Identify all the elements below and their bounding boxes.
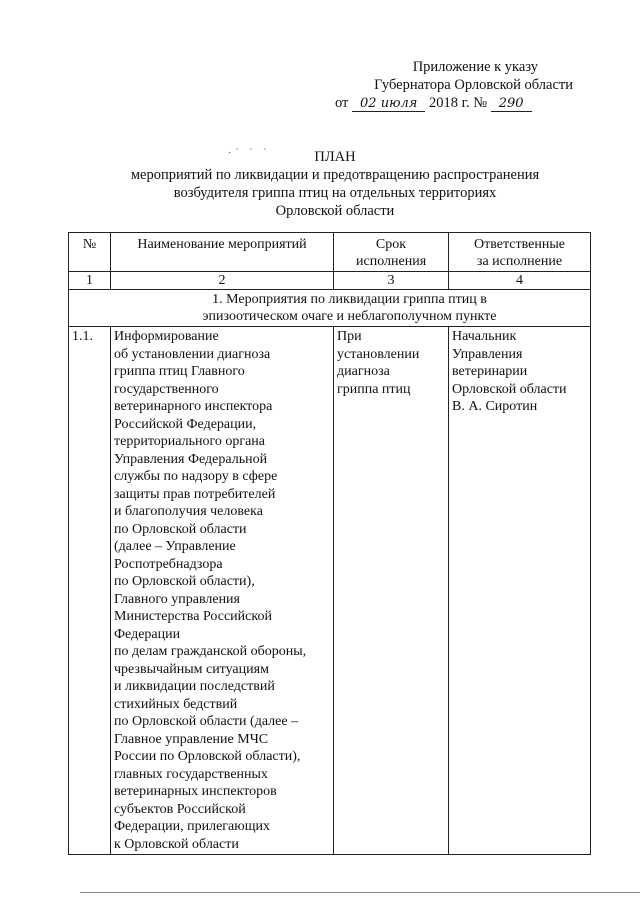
cell-line: Управления Федеральной (114, 451, 268, 467)
cell-line: по Орловской области), (114, 574, 255, 589)
annex-line-1: Приложение к указу (412, 59, 538, 75)
column-number: 4 (449, 272, 591, 290)
cell-line: диагноза (337, 364, 390, 379)
cell-line: по Орловской области (далее – (114, 714, 299, 729)
cell-line: Информирование (114, 329, 219, 344)
table-header-row (69, 233, 591, 272)
document-title (110, 148, 560, 220)
section-title: 1. Мероприятия по ликвидации гриппа птиц в эпизоотическом очаге и неблагополучном пункте (69, 290, 591, 327)
title-line-3: Орловской области (275, 203, 395, 219)
annex-year-text: 2018 г. № (429, 95, 488, 111)
cell-line: гриппа птиц Главного (114, 364, 245, 379)
title-heading: ПЛАН (314, 149, 356, 165)
section-row (69, 290, 591, 327)
cell-line: Главного управления (114, 591, 240, 607)
title-line-2: возбудителя гриппа птиц на отдельных территориях (173, 185, 497, 201)
cell-line: чрезвычайным ситуациям (114, 661, 269, 677)
cell-line: службы по надзору в сфере (114, 469, 278, 484)
title-line-1: мероприятий по ликвидации и предотвращению распространения (130, 167, 540, 183)
cell-line: Федерации, прилегающих (114, 819, 270, 834)
cell-line: об установлении диагноза (114, 346, 271, 362)
header-term: Срок исполнения (334, 233, 449, 272)
cell-line: Министерства Российской (114, 609, 272, 624)
cell-line: по Орловской области (114, 521, 247, 537)
cell-line: субъектов Российской (114, 801, 246, 817)
annex-date-line (330, 94, 590, 112)
cell-line: Федерации (114, 626, 181, 642)
cell-line: установлении (337, 346, 420, 362)
plan-table (68, 232, 591, 855)
column-number: 3 (334, 272, 449, 290)
header-resp: Ответственные за исполнение (449, 233, 591, 272)
table-row (69, 327, 591, 855)
cell-line: стихийных бедствий (114, 696, 238, 712)
row-activity-name (111, 327, 334, 855)
cell-line: ветеринарного инспектора (114, 399, 273, 414)
page-bottom-rule (80, 892, 640, 893)
cell-line: (далее – Управление (114, 539, 236, 554)
annex-line-2: Губернатора Орловской области (374, 77, 573, 93)
cell-line: Российской Федерации, (114, 416, 257, 432)
row-term (334, 327, 449, 855)
column-number-row (69, 272, 591, 290)
cell-line: гриппа птиц (337, 381, 411, 397)
header-num: № (69, 233, 111, 272)
cell-line: по делам гражданской обороны, (114, 644, 307, 659)
cell-line: территориального органа (114, 434, 266, 449)
annex-block (330, 58, 590, 112)
cell-line: ветеринарии (452, 364, 528, 379)
scan-specks: ·ˋ ˋ ˋ (228, 148, 271, 159)
cell-line: защиты прав потребителей (114, 486, 276, 502)
cell-line: В. А. Сиротин (452, 399, 538, 414)
cell-line: и благополучия человека (114, 504, 263, 519)
row-number: 1.1. (69, 327, 111, 855)
row-responsible (449, 327, 591, 855)
cell-line: главных государственных (114, 766, 268, 782)
cell-line: Роспотребнадзора (114, 556, 223, 572)
cell-line: России по Орловской области), (114, 749, 301, 764)
handwritten-date: 02 июля (352, 97, 425, 112)
cell-line: государственного (114, 381, 219, 397)
handwritten-number: 290 (491, 97, 532, 112)
cell-line: Управления (452, 346, 523, 362)
column-number: 2 (111, 272, 334, 290)
cell-line: к Орловской области (114, 836, 239, 852)
cell-line: Орловской области (452, 381, 567, 397)
cell-line: ветеринарных инспекторов (114, 784, 277, 799)
annex-from-label: от (335, 95, 349, 111)
column-number: 1 (69, 272, 111, 290)
cell-line: При (337, 329, 362, 344)
cell-line: и ликвидации последствий (114, 679, 275, 694)
cell-line: Начальник (452, 329, 517, 344)
header-name: Наименование мероприятий (111, 233, 334, 272)
cell-line: Главное управление МЧС (114, 731, 269, 747)
